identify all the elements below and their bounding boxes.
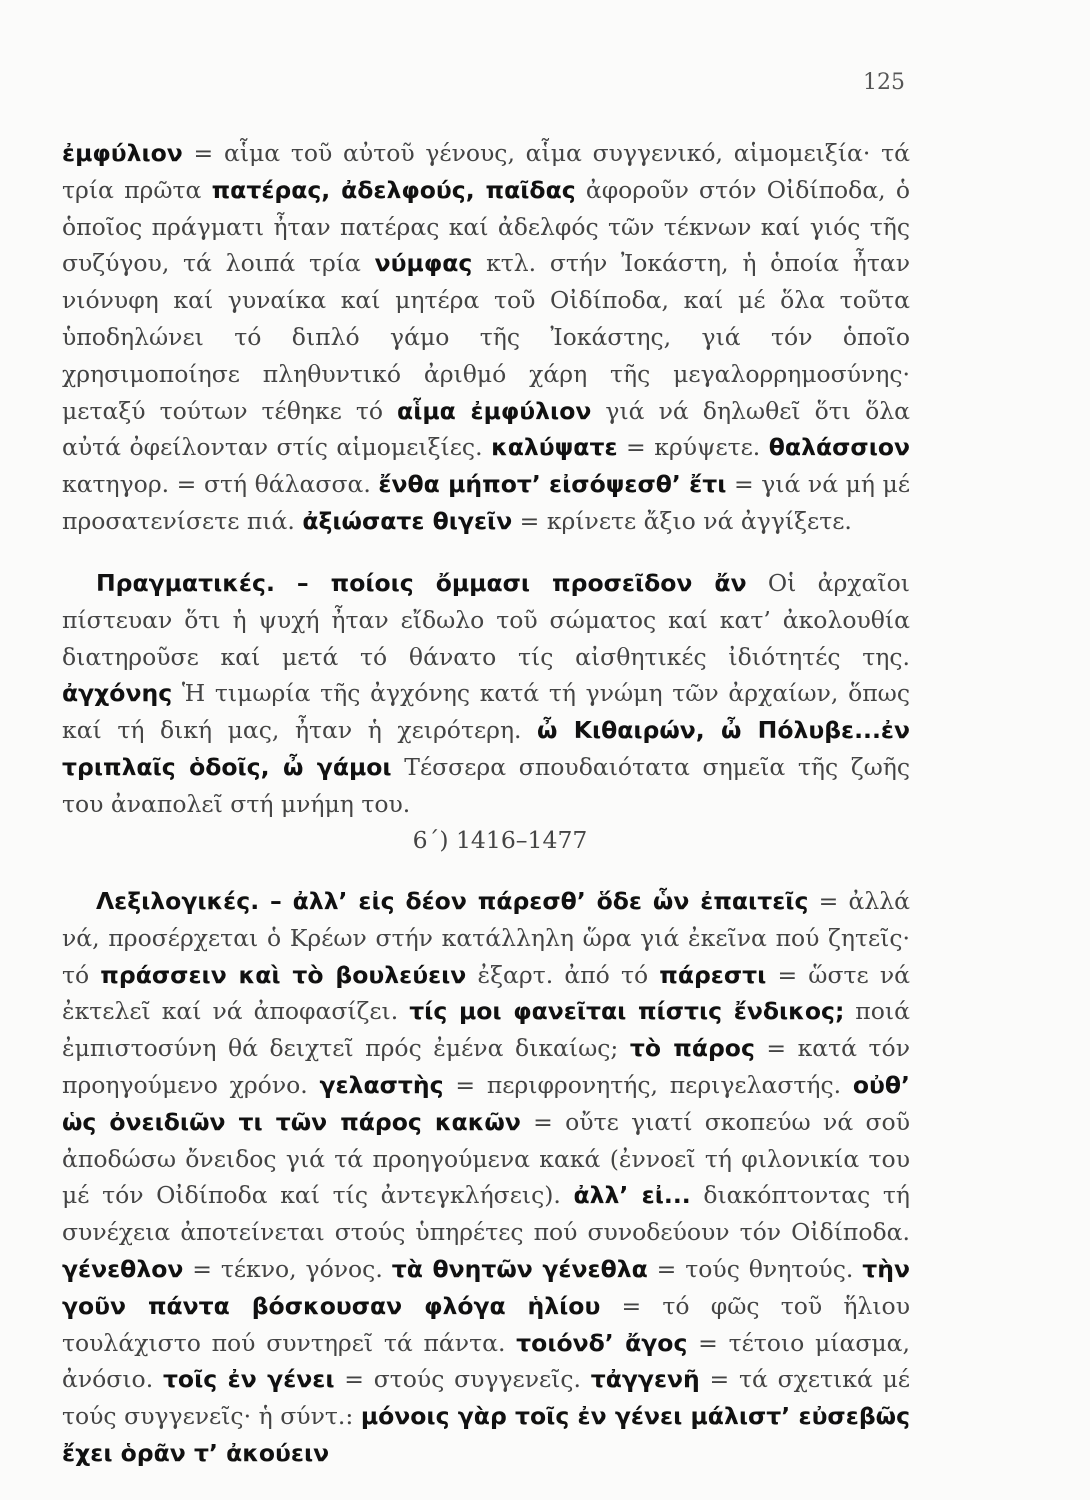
lemma: νύμφας [374, 249, 473, 278]
lemma: τίς μοι φανεῖται πίστις ἔνδικος; [409, 997, 845, 1026]
gloss: = τέτοιο μίασμα, ἀνόσιο. [62, 1328, 911, 1394]
lemma: πάρεστι [659, 960, 767, 989]
gloss: κατηγορ. = στή θάλασσα. [62, 470, 379, 499]
gloss: ἀφοροῦν στόν Οἰδίποδα, ὁ ὁποῖος πράγματι ἦταν πατέρας καί ἀδελφός τῶν τέκνων καί γιός τῆς συζύγου, τά λοιπά τρία [62, 175, 910, 278]
gloss: = τέκνο, γόνος. [183, 1254, 392, 1283]
gloss: κτλ. στήν Ἰοκάστη, ἡ ὁποία ἦταν νιόνυφη καί γυναίκα καί μητέρα τοῦ Οἰδίποδα, καί μέ ὅλα τοῦτα ὑποδηλώνει τό διπλό γάμο τῆς Ἰοκάστης, γιά τόν ὁποῖο χρησιμοποίησε πληθυντικό ἀριθμό χάρη τῆς μεγαλορρημοσύνης· μεταξύ τούτων τέθηκε τό [62, 249, 910, 425]
gloss: διακόπτοντας τή συνέχεια ἀποτείνεται στούς ὑπηρέτες πού συνοδεύουν τόν Οἰδίποδα. [62, 1181, 910, 1247]
gloss: ἐξαρτ. ἀπό τό [466, 960, 660, 989]
gloss: = κρίνετε ἄξιο νά ἀγγίξετε. [512, 506, 852, 535]
gloss: γιά νά δηλωθεῖ ὅτι ὅλα αὐτά ὀφείλονταν στίς αἱμομειξίες. [62, 396, 910, 462]
lemma: θαλάσσιον [768, 433, 910, 462]
lemma: πατέρας, ἀδελφούς, παῖδας [211, 175, 576, 204]
lemma: ὦ Κιθαιρών, ὦ Πόλυβε...ἐν τριπλαῖς ὁδοῖς, ὦ γάμοι [62, 716, 910, 781]
paragraph-emfylion [62, 135, 910, 540]
lemma: τὴν γοῦν πάντα βόσκουσαν φλόγα ἡλίου [62, 1254, 910, 1320]
gloss: = στούς συγγενεῖς. [334, 1365, 591, 1394]
lemma: τοιόνδ’ ἄγος [516, 1328, 688, 1357]
paragraph-pragmatikes [62, 565, 910, 823]
lemma: Λεξιλογικές. – ἀλλ’ εἰς δέον πάρεσθ’ ὅδε ὧν ἐπαιτεῖς [96, 887, 809, 915]
gloss: = κρύψετε. [617, 433, 769, 462]
lemma: ἀγχόνης [62, 679, 173, 708]
gloss: = ἀλλά νά, προσέρχεται ὁ Κρέων στήν κατάλληλη ὥρα γιά ἐκεῖνα πού ζητεῖς· τό [62, 887, 910, 989]
gloss: Οἱ ἀρχαῖοι πίστευαν ὅτι ἡ ψυχή ἦταν εἴδωλο τοῦ σώματος καί κατ’ ἀκολουθία διατηροῦσε καί μετά τό θάνατο τίς αἰσθητικές ἰδιότητές της. [62, 569, 910, 671]
lemma: ἀλλ’ εἰ... [573, 1181, 691, 1210]
lemma: τἀγγενῆ [590, 1365, 700, 1394]
lemma: τὸ πάρος [629, 1034, 755, 1063]
lemma: πράσσειν καὶ τὸ βουλεύειν [100, 960, 467, 989]
gloss: = τά σχετικά μέ τούς συγγενεῖς· ἡ σύντ.: [62, 1365, 911, 1431]
lemma: γελαστὴς [319, 1070, 444, 1099]
page-number: 125 [863, 70, 905, 95]
lemma: ἐμφύλιον [62, 139, 183, 167]
lemma: τὰ θνητῶν γένεθλα [391, 1254, 648, 1283]
gloss: = κατά τόν προηγούμενο χρόνο. [62, 1034, 910, 1099]
lemma: ἔνθα μήποτ’ εἰσόψεσθ’ ἔτι [378, 470, 727, 499]
gloss: = γιά νά μή μέ προσατενίσετε πιά. [62, 470, 911, 535]
gloss: = τούς θνητούς. [647, 1254, 863, 1283]
gloss: = περιφρονητής, περιγελαστής. [443, 1070, 853, 1099]
lemma: γένεθλον [62, 1254, 184, 1283]
lemma: μόνοις γὰρ τοῖς ἐν γένει μάλιστ’ εὐσεβῶς ἔχει ὁρᾶν τ’ ἀκούειν [62, 1402, 910, 1467]
gloss: Ἡ τιμωρία τῆς ἀγχόνης κατά τή γνώμη τῶν ἀρχαίων, ὅπως καί τή δική μας, ἦταν ἡ χειρότερη. [62, 679, 910, 745]
lemma: οὐθ’ ὡς ὀνειδιῶν τι τῶν πάρος κακῶν [62, 1070, 910, 1136]
gloss: = οὔτε γιατί σκοπεύω νά σοῦ ἀποδώσω ὄνειδος γιά τά προηγούμενα κακά (ἐννοεῖ τή φιλονικία του μέ τόν Οἰδίποδα καί τίς ἀντεγκλήσεις). [62, 1107, 910, 1210]
lemma: τοῖς ἐν γένει [162, 1365, 335, 1394]
lemma: αἷμα ἐμφύλιον [397, 396, 592, 425]
gloss: = ὥστε νά ἐκτελεῖ καί νά ἀποφασίζει. [62, 960, 910, 1026]
gloss: Τέσσερα σπουδαιότατα σημεῖα τῆς ζωῆς του ἀναπολεῖ στή μνήμη του. [62, 752, 910, 818]
paragraph-lexilogikes [62, 883, 910, 1472]
gloss: ποιά ἐμπιστοσύνη θά δειχτεῖ πρός ἐμένα δικαίως; [62, 997, 910, 1063]
gloss: = αἷμα τοῦ αὐτοῦ γένους, αἷμα συγγενικό, αἱμομειξία· τά τρία πρῶτα [62, 139, 910, 204]
lemma: ἀξιώσατε θιγεῖν [302, 506, 513, 535]
gloss: = τό φῶς τοῦ ἥλιου τουλάχιστο πού συντηρεῖ τά πάντα. [62, 1291, 910, 1357]
section-heading: 6΄) 1416–1477 [412, 826, 588, 854]
lemma: καλύψατε [491, 433, 618, 462]
lemma: Πραγματικές. – ποίοις ὄμμασι προσεῖδον ἄν [96, 569, 747, 597]
